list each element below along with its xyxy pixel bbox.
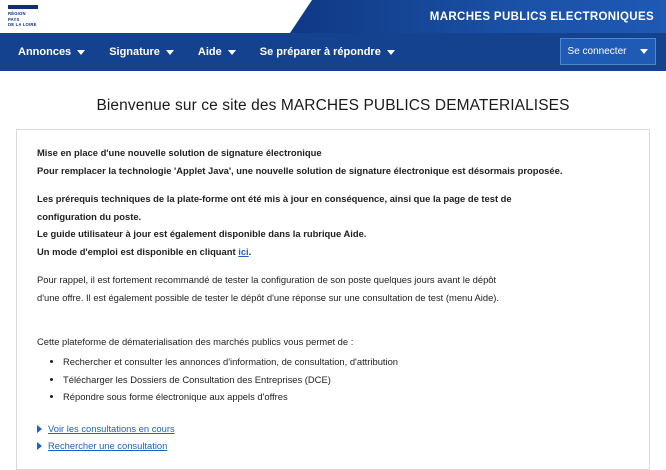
feature-list — [37, 355, 629, 405]
notice-heading: Mise en place d'une nouvelle solution de signature électronique — [37, 147, 322, 158]
logo-bar — [8, 5, 38, 9]
chevron-down-icon — [228, 50, 236, 55]
nav-item-label: Se préparer à répondre — [259, 46, 381, 58]
manual-line-prefix: Un mode d'emploi est disponible en cliquant — [37, 245, 239, 257]
header-logo-area — [0, 0, 290, 33]
login-button[interactable] — [560, 38, 656, 65]
link-voir-les-consultations-en-cours[interactable] — [37, 422, 629, 437]
region-pays-de-la-loire-logo — [8, 4, 54, 29]
chevron-down-icon — [387, 50, 395, 55]
platform-intro: Cette plateforme de dématerialisation des marchés publics vous permet de : — [37, 335, 354, 347]
main-navigation — [0, 33, 666, 71]
link-label: Voir les consultations en cours — [48, 422, 175, 434]
nav-item-label: Aide — [197, 46, 222, 58]
arrow-right-icon — [37, 425, 42, 433]
prereq-line-1: Les prérequis techniques de la plate-forme ont été mis à jour en conséquence, ainsi que la page de test de — [37, 193, 512, 205]
site-header — [0, 0, 666, 33]
nav-item-label: Signature — [109, 46, 160, 58]
nav-item-se-preparer-a-repondre[interactable] — [248, 33, 407, 71]
list-item: • Télécharger les Dossiers de Consultation des Entreprises (DCE) — [63, 373, 629, 388]
link-label: Rechercher une consultation — [48, 439, 168, 451]
reminder-line-2: d'une offre. Il est également possible de tester le dépôt d'une réponse sur une consultation de test (menu Aide). — [37, 292, 500, 304]
nav-item-signature[interactable] — [97, 33, 186, 71]
nav-item-annonces[interactable] — [6, 33, 97, 71]
notice-text: Pour remplacer la technologie 'Applet Java', une nouvelle solution de signature électronique est désormais proposée. — [37, 164, 563, 176]
chevron-down-icon — [640, 49, 648, 54]
logo-line-2: PAYS — [8, 16, 20, 22]
site-title: MARCHES PUBLICS ELECTRONIQUES — [429, 10, 654, 23]
nav-item-aide[interactable] — [186, 33, 248, 71]
quick-links — [37, 422, 629, 453]
list-item: • Répondre sous forme électronique aux appels d'offres — [63, 390, 629, 405]
reminder-line-1: Pour rappel, il est fortement recommandé de tester la configuration de son poste quelques jours avant le dépôt — [37, 274, 497, 286]
manual-link[interactable]: ici — [238, 245, 249, 257]
main-content — [0, 97, 666, 470]
list-item: • Rechercher et consulter les annonces d'information, de consultation, d'attribution — [63, 355, 629, 370]
login-button-label: Se connecter — [567, 46, 627, 57]
page-title: Bienvenue sur ce site des MARCHES PUBLICS DEMATERIALISES — [96, 97, 570, 114]
manual-line — [37, 245, 629, 260]
logo-line-3: DE LA LOIRE — [8, 22, 37, 28]
chevron-down-icon — [166, 50, 174, 55]
manual-line-suffix: . — [248, 245, 252, 257]
chevron-decoration-icon — [262, 0, 302, 33]
arrow-right-icon — [37, 442, 42, 450]
chevron-down-icon — [77, 50, 85, 55]
info-panel — [16, 129, 650, 470]
nav-item-label: Annonces — [18, 46, 72, 58]
prereq-line-2: configuration du poste. — [37, 210, 142, 222]
link-rechercher-une-consultation[interactable] — [37, 439, 629, 454]
guide-line: Le guide utilisateur à jour est également disponible dans la rubrique Aide. — [37, 228, 367, 240]
logo-line-1: RÉGION — [8, 10, 26, 16]
